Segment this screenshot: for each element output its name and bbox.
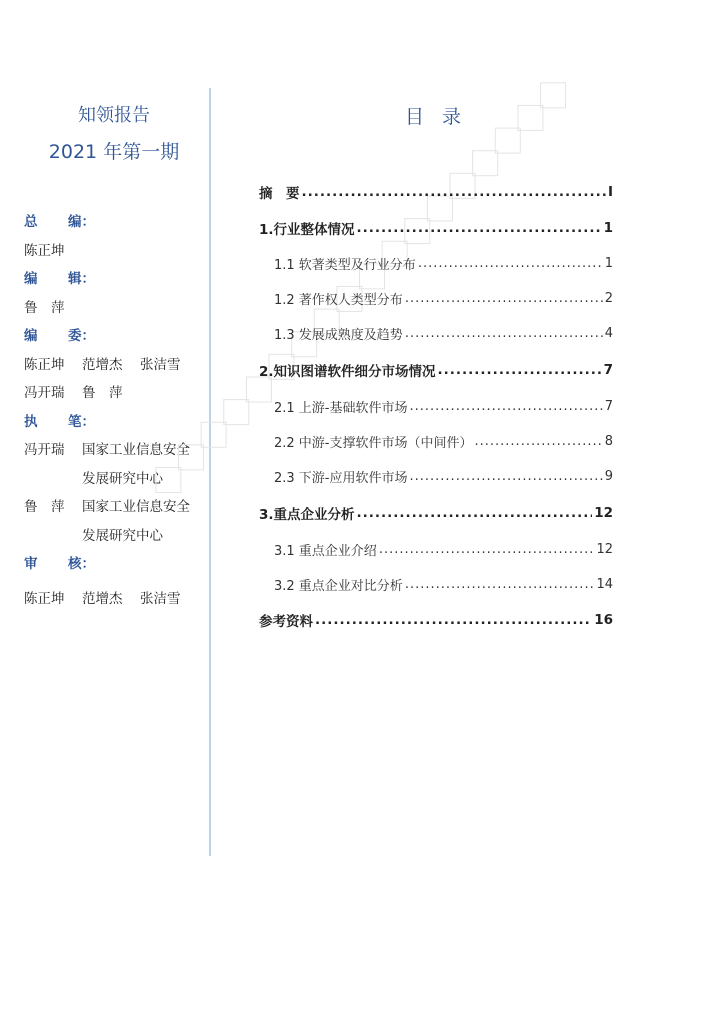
writer-org-cont: 发展研究中心 bbox=[82, 527, 163, 544]
toc-leader-dots bbox=[418, 256, 603, 271]
toc-leader-dots bbox=[405, 291, 603, 306]
toc-entry-page: I bbox=[607, 184, 613, 200]
toc-leader-dots bbox=[405, 577, 595, 592]
toc-leader-dots bbox=[475, 434, 603, 449]
toc-subentry[interactable] bbox=[259, 427, 613, 455]
committee-names-row1: 陈正坤 范增杰 张洁雪 bbox=[24, 356, 181, 373]
role-chief-editor: 总 编： bbox=[24, 214, 95, 230]
toc-entry-title: 摘 要 bbox=[259, 186, 300, 202]
toc-entry[interactable] bbox=[259, 499, 613, 527]
toc-entry-page: 12 bbox=[596, 541, 613, 557]
toc-entry-page: 9 bbox=[604, 468, 613, 484]
column-divider bbox=[209, 88, 211, 856]
toc-entry[interactable] bbox=[259, 214, 613, 242]
toc-leader-dots bbox=[405, 326, 603, 341]
toc-entry-page: 4 bbox=[604, 325, 613, 341]
toc-entry-page: 8 bbox=[604, 433, 613, 449]
toc-leader-dots bbox=[379, 542, 595, 557]
watermark-box bbox=[223, 399, 249, 425]
toc-leader-dots bbox=[315, 612, 592, 628]
toc-entry-title: 2.知识图谱软件细分市场情况 bbox=[259, 364, 436, 380]
toc-entry-title: 2.2 中游-支撑软件市场（中间件） bbox=[274, 435, 473, 451]
chief-editor-names: 陈正坤 bbox=[24, 242, 65, 259]
toc-leader-dots bbox=[410, 469, 603, 484]
toc-entry-title: 3.2 重点企业对比分析 bbox=[274, 578, 403, 594]
toc-subentry[interactable] bbox=[259, 535, 613, 563]
toc-entry-title: 2.3 下游-应用软件市场 bbox=[274, 470, 408, 486]
editor-names: 鲁 萍 bbox=[24, 299, 65, 316]
toc-entry-page: 1 bbox=[604, 255, 613, 271]
committee-names-row2: 冯开瑞 鲁 萍 bbox=[24, 385, 123, 401]
toc-entry-title: 1.2 著作权人类型分布 bbox=[274, 292, 403, 308]
toc-subentry[interactable] bbox=[259, 319, 613, 347]
toc-entry-title: 1.行业整体情况 bbox=[259, 222, 355, 238]
toc-subentry[interactable] bbox=[259, 392, 613, 420]
toc-leader-dots bbox=[438, 362, 602, 378]
report-issue: 2021 年第一期 bbox=[48, 141, 180, 163]
writer-org-cont: 发展研究中心 bbox=[82, 470, 163, 487]
credits-block bbox=[24, 210, 214, 615]
writer-entry: 冯开瑞 国家工业信息安全 bbox=[24, 442, 190, 458]
role-committee: 编 委： bbox=[24, 328, 95, 344]
toc-entry-page: 2 bbox=[604, 290, 613, 306]
toc-heading: 目 录 bbox=[404, 106, 468, 128]
toc-entry-title: 2.1 上游-基础软件市场 bbox=[274, 400, 408, 416]
toc-entry-title: 3.重点企业分析 bbox=[259, 507, 355, 523]
toc-entry-page: 7 bbox=[603, 362, 613, 378]
toc-leader-dots bbox=[357, 220, 602, 236]
toc-entry-page: 7 bbox=[604, 398, 613, 414]
watermark-box bbox=[495, 128, 521, 154]
role-reviewer: 审 核： bbox=[24, 556, 95, 572]
toc-leader-dots bbox=[410, 399, 603, 414]
toc-entry[interactable] bbox=[259, 606, 613, 634]
writer-entry: 鲁 萍 国家工业信息安全 bbox=[24, 499, 190, 515]
toc-entry-title: 1.1 软著类型及行业分布 bbox=[274, 257, 416, 273]
toc-entry[interactable] bbox=[259, 178, 613, 206]
toc-entry[interactable] bbox=[259, 356, 613, 384]
toc-subentry[interactable] bbox=[259, 462, 613, 490]
watermark-box bbox=[472, 150, 498, 176]
role-writers: 执 笔： bbox=[24, 413, 95, 430]
toc-subentry[interactable] bbox=[259, 284, 613, 312]
report-title: 知领报告 bbox=[78, 105, 150, 126]
toc-entry-title: 3.1 重点企业介绍 bbox=[274, 543, 377, 559]
toc-entry-page: 14 bbox=[596, 576, 613, 592]
toc-entry-title: 1.3 发展成熟度及趋势 bbox=[274, 327, 403, 343]
toc-entry-page: 1 bbox=[603, 220, 613, 236]
toc-leader-dots bbox=[302, 184, 606, 200]
toc-entry-title: 参考资料 bbox=[259, 614, 313, 630]
toc-entry-page: 16 bbox=[594, 612, 613, 628]
toc-subentry[interactable] bbox=[259, 249, 613, 277]
reviewer-names: 陈正坤 范增杰 张洁雪 bbox=[24, 590, 181, 607]
toc-subentry[interactable] bbox=[259, 570, 613, 598]
role-editor: 编 辑： bbox=[24, 271, 95, 287]
toc-leader-dots bbox=[357, 505, 593, 521]
toc-entry-page: 12 bbox=[594, 505, 613, 521]
